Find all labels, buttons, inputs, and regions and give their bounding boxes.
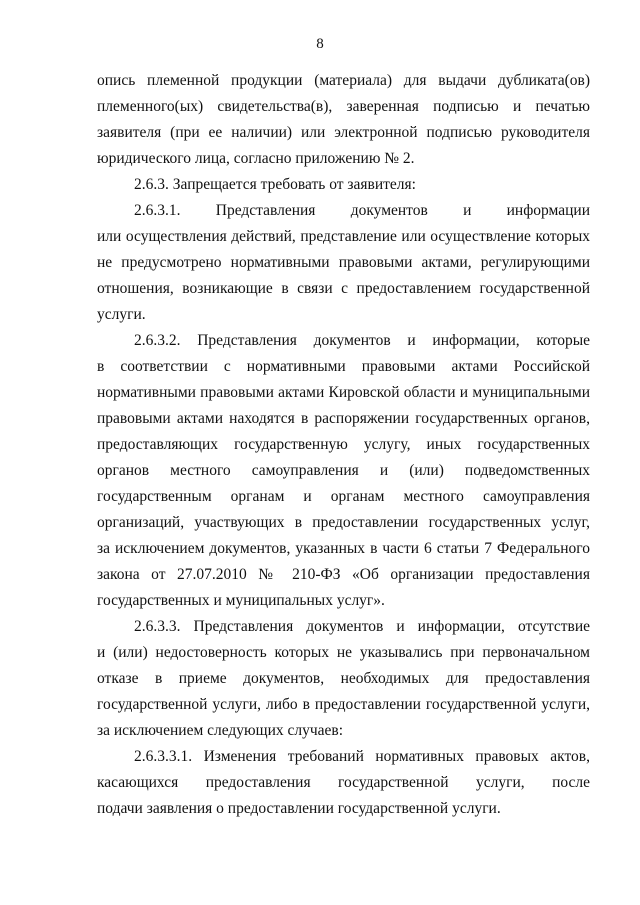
text-line: 2.6.3.3.1. Изменения требований нормативных правовых актов, (134, 748, 590, 765)
text-line: нормативными правовыми актами Кировской области и муниципальными (97, 384, 590, 401)
text-line: отказе в приеме документов, необходимых для предоставления (97, 670, 590, 687)
page-number: 8 (316, 36, 324, 52)
text-line: 2.6.3.1. Представления документов и информации (134, 202, 590, 219)
text-line: 2.6.3.2. Представления документов и информации, которые (134, 332, 590, 349)
text-line: предоставляющих государственную услугу, иных государственных (97, 436, 590, 453)
text-line: правовыми актами находятся в распоряжении государственных органов, (97, 410, 590, 427)
text-line: органов местного самоуправления и (или) подведомственных (97, 462, 590, 479)
text-line: и (или) недостоверность которых не указывались при первоначальном (97, 644, 590, 661)
text-line: опись племенной продукции (материала) для выдачи дубликата(ов) (97, 72, 590, 89)
text-line: за исключением документов, указанных в части 6 статьи 7 Федерального (97, 540, 590, 557)
text-line: или осуществления действий, представление или осуществление которых (97, 228, 590, 245)
text-line: заявителя (при ее наличии) или электронной подписью руководителя (97, 124, 590, 141)
text-line: организаций, участвующих в предоставлении государственных услуг, (97, 514, 590, 531)
text-line: государственной услуги, либо в предоставлении государственной услуги, (97, 696, 590, 713)
text-line: государственным органам и органам местного самоуправления (97, 488, 590, 505)
text-line: 2.6.3. Запрещается требовать от заявителя: (134, 176, 416, 193)
text-line: не предусмотрено нормативными правовыми актами, регулирующими (97, 254, 590, 271)
text-line: касающихся предоставления государственной услуги, после (97, 774, 590, 791)
text-line: отношения, возникающие в связи с предоставлением государственной (97, 280, 590, 297)
text-line: закона от 27.07.2010 № 210-ФЗ «Об организации предоставления (97, 566, 590, 583)
text-line: племенного(ых) свидетельства(в), заверенная подписью и печатью (97, 98, 590, 115)
text-line: услуги. (97, 306, 146, 323)
text-line: в соответствии с нормативными правовыми актами Российской (97, 358, 590, 375)
text-line: за исключением следующих случаев: (97, 722, 344, 739)
text-line: юридического лица, согласно приложению № 2. (97, 150, 415, 167)
text-line: государственных и муниципальных услуг». (97, 592, 385, 609)
text-line: подачи заявления о предоставлении государственной услуги. (97, 800, 501, 817)
text-line: 2.6.3.3. Представления документов и информации, отсутствие (134, 618, 590, 635)
